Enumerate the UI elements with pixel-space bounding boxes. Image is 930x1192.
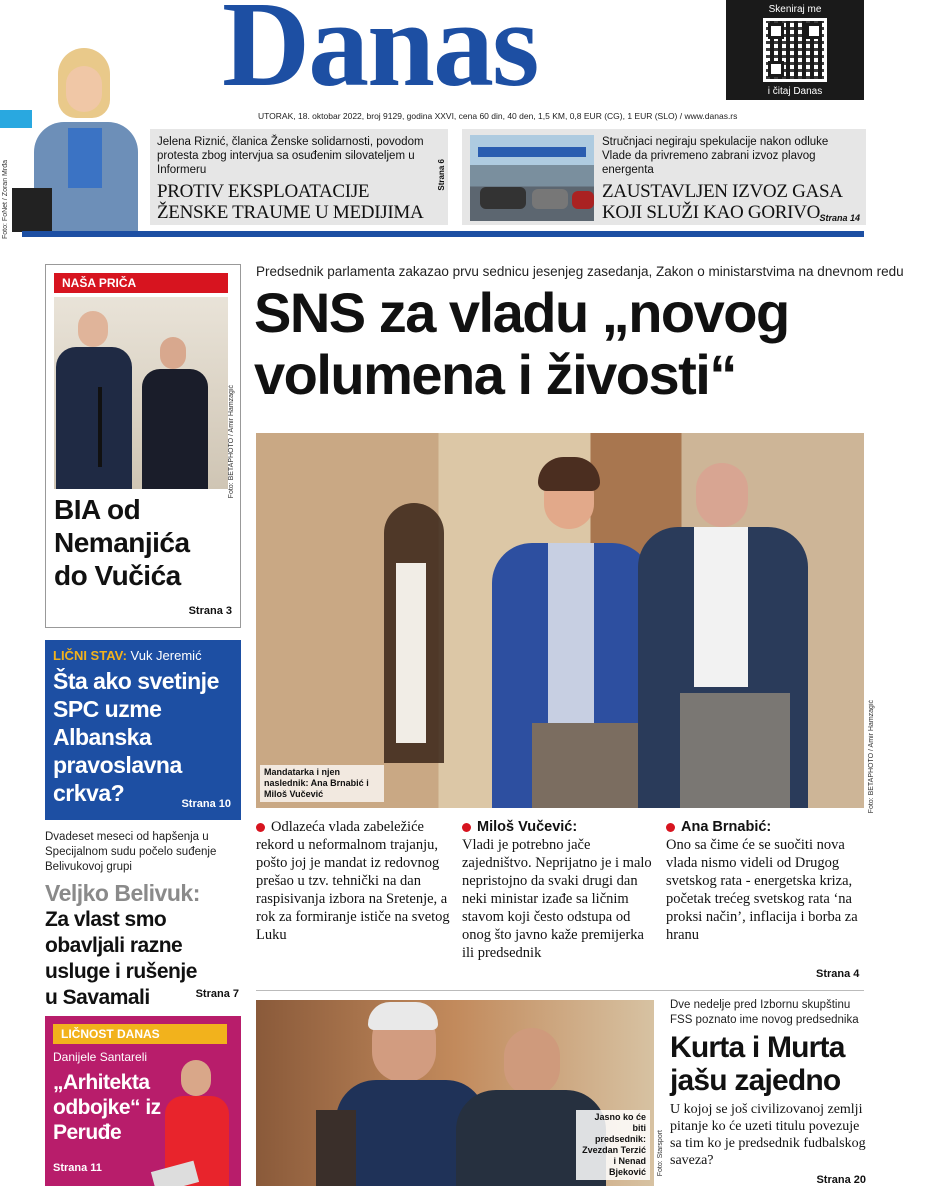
bottom-page: Strana 20 xyxy=(816,1174,866,1186)
teaser-left-headline: PROTIV EKSPLOATACIJE ŽENSKE TRAUME U MEDIJIMA xyxy=(157,181,424,223)
licni-stav-line xyxy=(53,648,233,663)
licnost-page: Strana 11 xyxy=(53,1162,102,1174)
licnost-label: LIČNOST DANAS xyxy=(53,1024,227,1044)
riznic-photo-credit: Foto: FoNet / Zoran Mrđa xyxy=(2,160,9,239)
licni-stav-page: Strana 10 xyxy=(181,798,231,810)
licni-stav-label: LIČNI STAV: xyxy=(53,648,127,663)
belivuk-page: Strana 7 xyxy=(195,988,239,1000)
teaser-right-headline: ZAUSTAVLJEN IZVOZ GASA KOJI SLUŽI KAO GORIVO xyxy=(602,181,842,223)
bottom-photo[interactable] xyxy=(256,1000,654,1186)
main-photo-caption: Mandatarka i njen naslednik: Ana Brnabić i Miloš Vučević xyxy=(260,765,384,802)
nasa-prica-credit: Foto: BETAPHOTO / Amir Hamzagić xyxy=(228,385,235,499)
main-col-2-name: Miloš Vučević: xyxy=(477,819,578,835)
licni-stav-box[interactable] xyxy=(45,640,241,820)
main-col-3-text: Ono sa čime će se suočiti nova vlada nismo videli od Drugog svetskog rata - energetska kriza, početak trećeg svetskog rata ‘na proksi način’, inflacija i borba za hranu xyxy=(666,837,858,943)
belivuk-block[interactable] xyxy=(45,830,245,1009)
main-headline[interactable]: SNS za vladu „novog volumena i živosti“ xyxy=(254,281,789,406)
licni-stav-author: Vuk Jeremić xyxy=(130,648,202,663)
teaser-left-kicker: Jelena Riznić, članica Ženske solidarnosti, povodom protesta zbog intervjua sa osuđenim silovateljem u Informeru xyxy=(157,136,424,176)
nasa-prica-headline: BIA od Nemanjića do Vučića xyxy=(54,494,190,591)
licnost-name: Danijele Santareli xyxy=(53,1050,148,1064)
qr-bottom-label: i čitaj Danas xyxy=(767,86,823,97)
licnost-headline: „Arhitekta odbojke“ iz Peruđe xyxy=(53,1071,161,1144)
riznic-photo xyxy=(12,48,154,232)
teaser-left-page: Strana 6 xyxy=(437,159,446,191)
main-col-3 xyxy=(666,818,866,944)
main-photo-credit: Foto: BETAPHOTO / Amir Hamzagić xyxy=(868,700,875,814)
main-col-2 xyxy=(462,818,658,962)
bullet-icon xyxy=(666,823,675,832)
bullet-icon xyxy=(462,823,471,832)
bullet-icon xyxy=(256,823,265,832)
masthead-logo[interactable]: Danas xyxy=(222,0,538,112)
bottom-text: U kojoj se još civilizovanoj zemlji pitanje ko će uzeti titulu povezuje sa tim ko je predsednik fudbalskog saveza? xyxy=(670,1102,866,1168)
teaser-left[interactable] xyxy=(150,129,448,225)
qr-box[interactable] xyxy=(726,0,864,100)
main-col-1 xyxy=(256,818,451,944)
bottom-story[interactable] xyxy=(670,998,866,1188)
teaser-right-kicker: Stručnjaci negiraju spekulacije nakon odluke Vlade da privremeno zabrani izvoz plavog energenta xyxy=(602,136,829,176)
licnost-box[interactable] xyxy=(45,1016,241,1186)
qr-top-label: Skeniraj me xyxy=(768,4,822,15)
nasa-prica-photo xyxy=(54,297,228,489)
main-kicker: Predsednik parlamenta zakazao prvu sednicu jesenjeg zasedanja, Zakon o ministarstvima na dnevnom redu xyxy=(256,264,904,279)
qr-code-icon xyxy=(763,18,827,82)
main-divider xyxy=(256,990,864,991)
header-rule xyxy=(22,231,864,237)
licni-stav-headline: Šta ako svetinje SPC uzme Albanska pravoslavna crkva? xyxy=(53,668,219,806)
teaser-right-page: Strana 14 xyxy=(819,213,860,223)
belivuk-kicker: Dvadeset meseci od hapšenja u Specijalnom sudu počelo suđenje Belivukovoj grupi xyxy=(45,831,217,873)
belivuk-headline: Za vlast smo obavljali razne usluge i rušenje u Savamali xyxy=(45,908,197,1009)
gas-station-photo xyxy=(470,135,594,221)
main-col-2-text: Vladi je potrebno jače zajedništvo. Neprijatno je i malo nepristojno da svaki drugi dan neki ministar izađe sa ličnim stavom koji često odstupa od onog što javno kaže premijerka ili predsednik xyxy=(462,837,652,961)
main-col-3-name: Ana Brnabić: xyxy=(681,819,772,835)
teaser-right[interactable] xyxy=(462,129,866,225)
bottom-photo-credit: Foto: Starsport xyxy=(657,1130,664,1177)
nasa-prica-page: Strana 3 xyxy=(188,605,232,617)
dateline: UTORAK, 18. oktobar 2022, broj 9129, godina XXVI, cena 60 din, 40 den, 1,5 KM, 0,8 EUR (CG), 1 EUR (SLO) / www.danas.rs xyxy=(258,111,738,121)
main-col-1-text: Odlazeća vlada zabeležiće rekord u neformalnom trajanju, pošto joj je mandat iz redovnog prešao u tzv. tehnički na dan raspisivanja izbora na Sretenje, a rok za formiranje ističe na svetog Luku xyxy=(256,819,450,943)
belivuk-name: Veljko Belivuk: xyxy=(45,880,200,906)
bottom-photo-caption: Jasno ko će biti predsednik: Zvezdan Terzić i Nenad Bjeković xyxy=(576,1110,650,1180)
main-photo[interactable] xyxy=(256,433,864,808)
bottom-headline: Kurta i Murta jašu zajedno xyxy=(670,1031,845,1097)
nasa-prica-box[interactable] xyxy=(45,264,241,628)
nasa-prica-label: NAŠA PRIČA xyxy=(54,273,228,293)
bottom-kicker: Dve nedelje pred Izbornu skupštinu FSS poznato ime novog predsednika xyxy=(670,999,859,1026)
main-page[interactable]: Strana 4 xyxy=(816,968,860,980)
